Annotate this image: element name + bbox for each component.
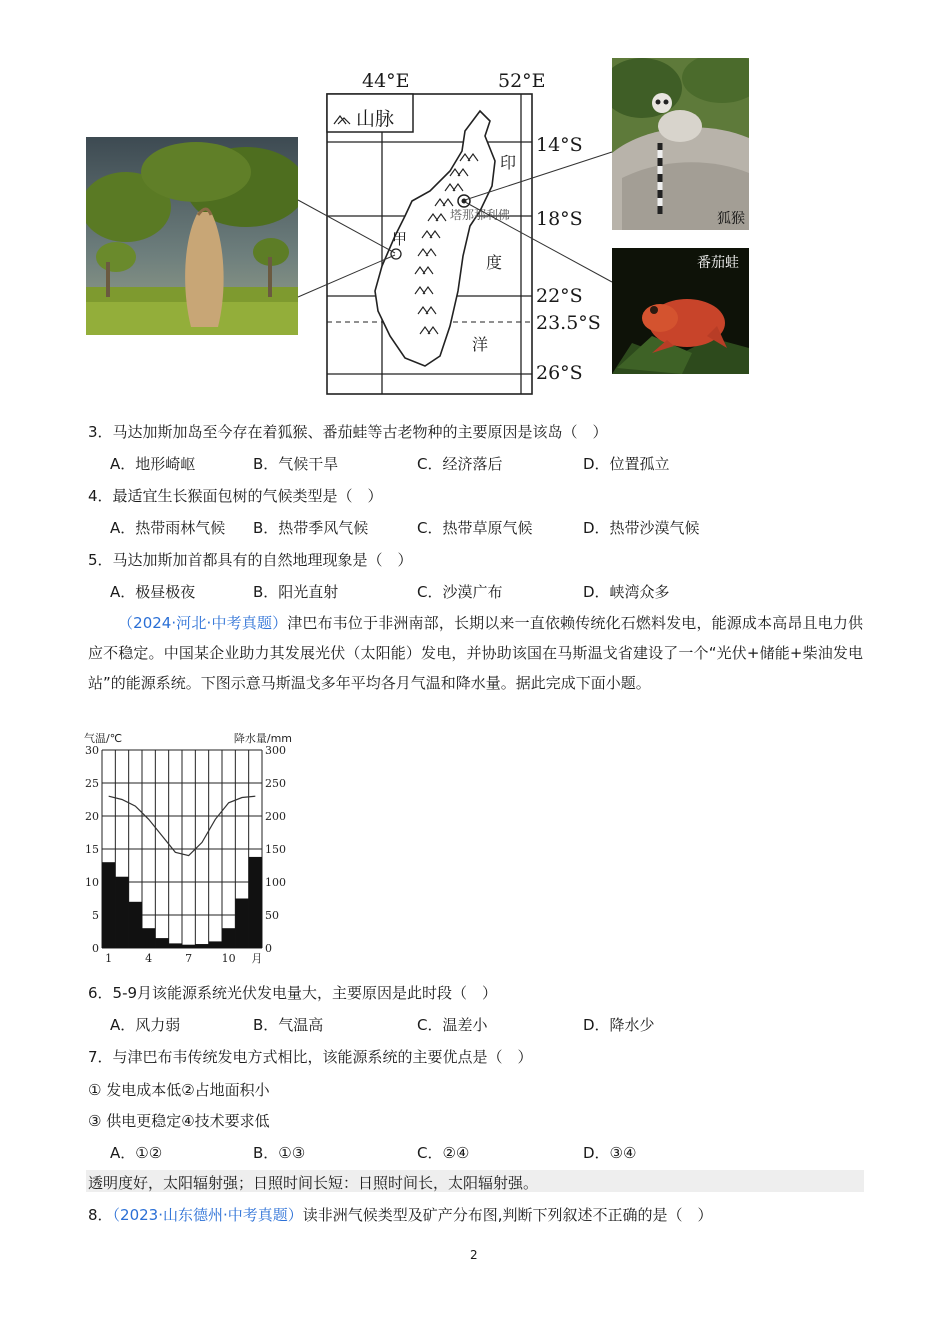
q3-option-b[interactable]: B．气候干旱	[253, 455, 339, 473]
x-tick-label: 7	[185, 952, 193, 965]
q3-option-d[interactable]: D．位置孤立	[583, 455, 670, 473]
x-tick-label: 10	[221, 952, 236, 965]
left-tick-label: 15	[85, 843, 99, 856]
precip-bar	[129, 902, 142, 948]
precip-bar	[195, 944, 208, 948]
question-text: 读非洲气候类型及矿产分布图,判断下列叙述不正确的是（ ）	[302, 1206, 713, 1224]
legend-label: 山脉	[356, 108, 395, 130]
y-left-label: 气温/℃	[84, 732, 123, 745]
right-tick-label: 150	[265, 843, 286, 856]
precip-bar	[102, 862, 115, 948]
page-number: 2	[470, 1248, 478, 1262]
precip-bar	[209, 941, 222, 948]
q6-option-d[interactable]: D．降水少	[583, 1016, 655, 1034]
capital-label: 塔那那利佛	[450, 208, 511, 222]
question-source: （2023·山东德州·中考真题）	[112, 1206, 303, 1224]
passage	[88, 608, 863, 698]
precip-bar	[235, 899, 248, 949]
precip-bar	[249, 857, 262, 948]
question-4	[88, 485, 383, 506]
left-tick-label: 5	[92, 909, 99, 922]
passage-source: （2024·河北·中考真题）	[118, 614, 288, 632]
q5-option-b[interactable]: B．阳光直射	[253, 583, 339, 601]
frog-caption: 番茄蛙	[697, 255, 739, 271]
q5-option-c[interactable]: C．沙漠广布	[417, 583, 503, 601]
question-text: 马达加斯加岛至今存在着狐猴、番茄蛙等古老物种的主要原因是该岛（ ）	[112, 423, 608, 441]
question-text: 与津巴布韦传统发电方式相比，该能源系统的主要优点是（ ）	[112, 1048, 533, 1066]
precip-bar	[182, 945, 195, 948]
point-jia-label: 甲	[392, 230, 408, 248]
lat-label-22: 22°S	[536, 285, 583, 307]
question-3	[88, 421, 608, 442]
q6-option-c[interactable]: C．温差小	[417, 1016, 488, 1034]
left-tick-label: 30	[85, 744, 99, 757]
precip-bar	[142, 928, 155, 948]
lat-label-23-5: 23.5°S	[536, 312, 601, 334]
q7-option-c[interactable]: C．②④	[417, 1144, 470, 1162]
climate-chart	[84, 728, 294, 968]
x-tick-label: 1	[105, 952, 113, 965]
question-number: 4．	[88, 487, 113, 505]
y-right-label: 降水量/mm	[233, 732, 292, 745]
right-tick-label: 0	[265, 942, 272, 955]
question-number: 6．	[88, 984, 113, 1002]
q7-statement-1: ① 发电成本低②占地面积小	[88, 1081, 270, 1099]
lat-label-14: 14°S	[536, 134, 583, 156]
answer-note: 透明度好，太阳辐射强；日照时间长短：日照时间长，太阳辐射强。	[88, 1174, 539, 1192]
question-text: 最适宜生长猴面包树的气候类型是（ ）	[112, 487, 383, 505]
question-number: 5．	[88, 551, 113, 569]
precip-bar	[169, 943, 182, 948]
q5-option-a[interactable]: A．极昼极夜	[110, 583, 196, 601]
frog-photo	[612, 248, 749, 374]
q4-option-a[interactable]: A．热带雨林气候	[110, 519, 226, 537]
question-6	[88, 982, 497, 1003]
x-axis-unit: 月	[251, 952, 263, 965]
lemur-caption: 狐猴	[717, 211, 745, 227]
right-tick-label: 50	[265, 909, 279, 922]
question-number: 7．	[88, 1048, 113, 1066]
q7-option-d[interactable]: D．③④	[583, 1144, 637, 1162]
ocean-char-2: 度	[486, 253, 503, 272]
lemur-photo	[612, 58, 749, 230]
left-tick-label: 10	[85, 876, 99, 889]
right-tick-label: 300	[265, 744, 286, 757]
precip-bar	[155, 938, 168, 948]
q4-option-c[interactable]: C．热带草原气候	[417, 519, 533, 537]
left-tick-label: 0	[92, 942, 99, 955]
lon-label-44: 44°E	[362, 70, 410, 92]
ocean-char-3: 洋	[472, 335, 489, 354]
q4-option-b[interactable]: B．热带季风气候	[253, 519, 369, 537]
left-tick-label: 20	[85, 810, 99, 823]
right-tick-label: 250	[265, 777, 286, 790]
leader-lines	[0, 0, 950, 400]
question-text: 马达加斯加首都具有的自然地理现象是（ ）	[112, 551, 413, 569]
ocean-char-1: 印	[500, 153, 517, 172]
q7-option-a[interactable]: A．①②	[110, 1144, 163, 1162]
q6-option-a[interactable]: A．风力弱	[110, 1016, 181, 1034]
question-8	[88, 1204, 713, 1225]
q7-option-b[interactable]: B．①③	[253, 1144, 306, 1162]
question-7	[88, 1046, 533, 1067]
q7-statement-2: ③ 供电更稳定④技术要求低	[88, 1112, 270, 1130]
q3-option-a[interactable]: A．地形崎岖	[110, 455, 196, 473]
passage-text: 津巴布韦位于非洲南部，长期以来一直依赖传统化石燃料发电，能源成本高昂且电力供应不稳定。中国某企业助力其发展光伏（太阳能）发电，并协助该国在马斯温戈省建设了一个“光伏+储能+柴油发电站”的能源系统。下图示意马斯温戈多年平均各月气温和降水量。据此完成下面小题。	[88, 614, 863, 692]
right-tick-label: 100	[265, 876, 286, 889]
question-5	[88, 549, 413, 570]
q4-option-d[interactable]: D．热带沙漠气候	[583, 519, 700, 537]
q6-option-b[interactable]: B．气温高	[253, 1016, 324, 1034]
precip-bar	[222, 928, 235, 948]
q3-option-c[interactable]: C．经济落后	[417, 455, 503, 473]
precip-bar	[115, 877, 128, 948]
question-text: 5-9月该能源系统光伏发电量大，主要原因是此时段（ ）	[112, 984, 498, 1002]
lat-label-26: 26°S	[536, 362, 583, 384]
left-tick-label: 25	[85, 777, 99, 790]
lat-label-18: 18°S	[536, 208, 583, 230]
lon-label-52: 52°E	[498, 70, 546, 92]
x-tick-label: 4	[145, 952, 153, 965]
question-number: 3．	[88, 423, 113, 441]
q5-option-d[interactable]: D．峡湾众多	[583, 583, 670, 601]
right-tick-label: 200	[265, 810, 286, 823]
question-number: 8．	[88, 1206, 113, 1224]
